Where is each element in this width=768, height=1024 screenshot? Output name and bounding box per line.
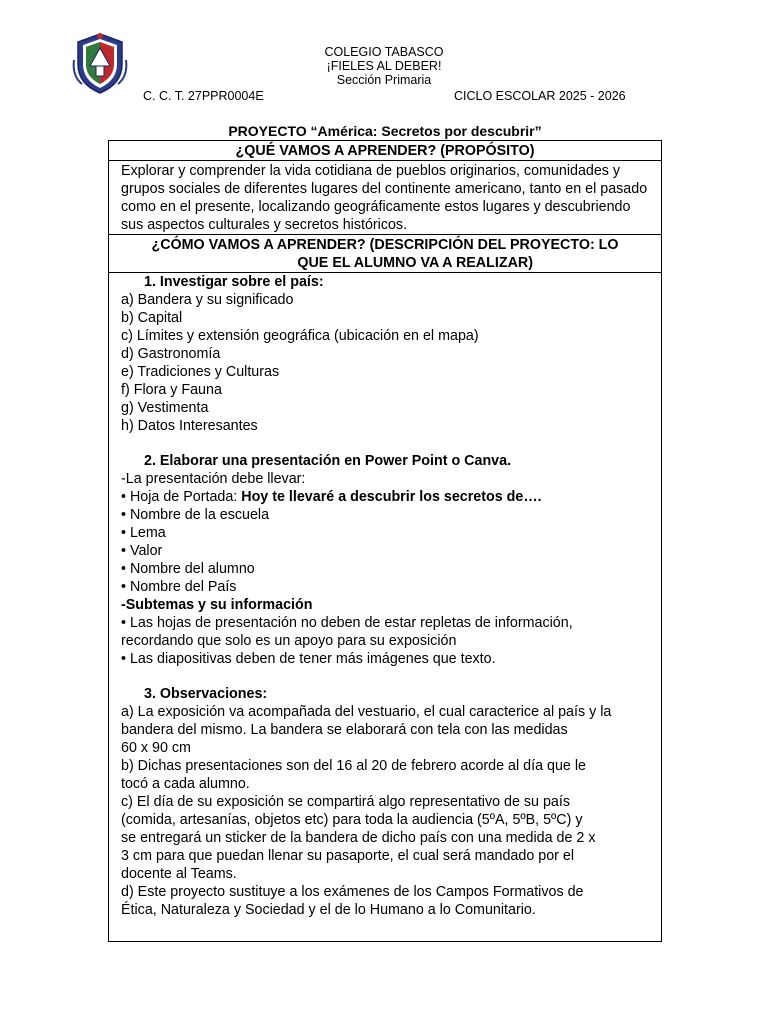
observation-line: a) La exposición va acompañada del vestuario, el cual caracterice al país y la [121, 704, 612, 720]
list-item: • Nombre del País [121, 579, 237, 595]
observation-line: docente al Teams. [121, 866, 237, 882]
note-line: recordando que solo es un apoyo para su exposición [121, 633, 457, 649]
list-item: b) Capital [121, 310, 183, 326]
list-item: g) Vestimenta [121, 400, 209, 416]
school-header [234, 45, 534, 87]
observation-line: 60 x 90 cm [121, 740, 191, 756]
list-item: • Nombre de la escuela [121, 507, 270, 523]
project-table [108, 140, 662, 942]
list-item: c) Límites y extensión geográfica (ubicación en el mapa) [121, 328, 479, 344]
purpose-header: ¿QUÉ VAMOS A APRENDER? (PROPÓSITO) [109, 141, 661, 161]
cct-code: C. C. T. 27PPR0004E [143, 89, 264, 103]
observation-line: se entregará un sticker de la bandera de dicho país con una medida de 2 x [121, 830, 596, 846]
list-item: h) Datos Interesantes [121, 418, 258, 434]
project-description [109, 273, 661, 941]
list-item: • Nombre del alumno [121, 561, 255, 577]
observation-line: c) El día de su exposición se compartirá algo representativo de su país [121, 794, 571, 810]
list-item: a) Bandera y su significado [121, 292, 294, 308]
list-item: • Valor [121, 543, 163, 559]
school-crest-logo [72, 30, 128, 96]
project-title: PROYECTO “América: Secretos por descubrir” [228, 123, 542, 139]
school-name: COLEGIO TABASCO [324, 45, 444, 59]
purpose-text: Explorar y comprender la vida cotidiana de pueblos originarios, comunidades y grupos sociales de diferentes lugares del continente americano, tanto en el pasado como en el presente, localizando geográficamente estos lugares y descubriendo sus aspectos culturales y secretos históricos. [109, 161, 661, 235]
section2-title: 2. Elaborar una presentación en Power Point o Canva. [144, 453, 512, 469]
how-header [109, 235, 661, 273]
list-item: d) Gastronomía [121, 346, 221, 362]
list-item: f) Flora y Fauna [121, 382, 222, 398]
observation-line: b) Dichas presentaciones son del 16 al 20 de febrero acorde al día que le [121, 758, 586, 774]
school-section: Sección Primaria [336, 73, 432, 87]
section3-title: 3. Observaciones: [144, 686, 268, 702]
cover-item [121, 488, 649, 506]
cover-prefix: • Hoja de Portada: [121, 489, 242, 505]
section1-title: 1. Investigar sobre el país: [144, 274, 324, 290]
section2-intro: -La presentación debe llevar: [121, 471, 306, 487]
school-cycle: CICLO ESCOLAR 2025 - 2026 [454, 89, 626, 103]
observation-line: Ética, Naturaleza y Sociedad y el de lo Humano a lo Comunitario. [121, 902, 536, 918]
note-line: • Las hojas de presentación no deben de estar repletas de información, [121, 615, 573, 631]
cover-bold-text: Hoy te llevaré a descubrir los secretos de…. [241, 489, 542, 505]
observation-line: bandera del mismo. La bandera se elaborará con tela con las medidas [121, 722, 568, 738]
observation-line: d) Este proyecto sustituye a los exámenes de los Campos Formativos de [121, 884, 584, 900]
school-motto: ¡FIELES AL DEBER! [326, 59, 442, 73]
subtopics-title: -Subtemas y su información [121, 597, 313, 613]
observation-line: 3 cm para que puedan llenar su pasaporte, el cual será mandado por el [121, 848, 575, 864]
note-line: • Las diapositivas deben de tener más imágenes que texto. [121, 651, 496, 667]
how-header-line1: ¿CÓMO VAMOS A APRENDER? (DESCRIPCIÓN DEL PROYECTO: LO [151, 237, 619, 253]
how-header-line2: QUE EL ALUMNO VA A REALIZAR) [297, 255, 533, 271]
observation-line: (comida, artesanías, objetos etc) para toda la audiencia (5ºA, 5ºB, 5ºC) y [121, 812, 583, 828]
list-item: • Lema [121, 525, 166, 541]
observation-line: tocó a cada alumno. [121, 776, 250, 792]
list-item: e) Tradiciones y Culturas [121, 364, 280, 380]
